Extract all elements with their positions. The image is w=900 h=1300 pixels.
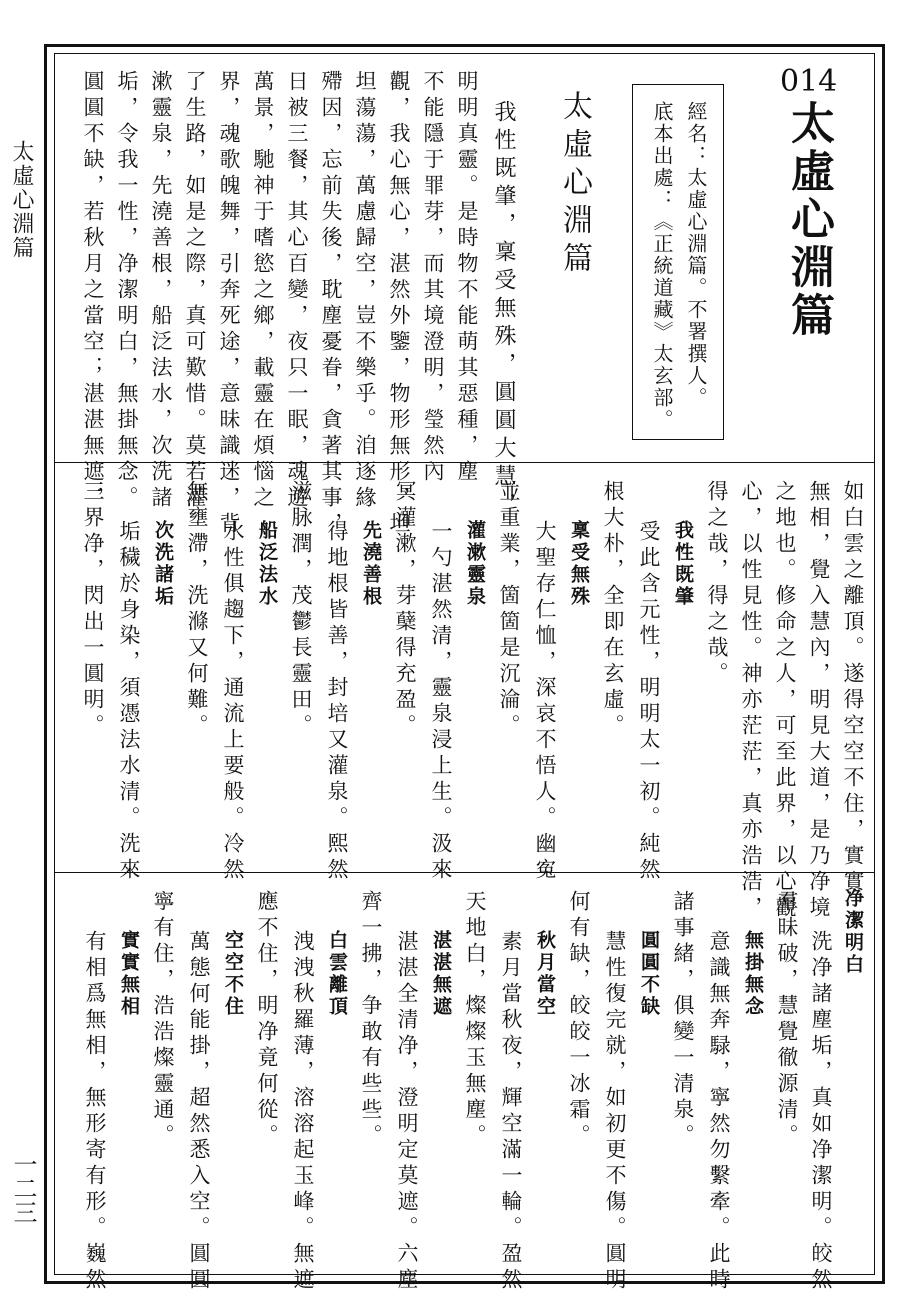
verse-heading: 先澆善根 bbox=[360, 520, 382, 608]
text-column: 漱靈泉，先澆善根，船泛法水，次洗諸 bbox=[149, 70, 173, 512]
text-column: 日被三餐，其心百變，夜只一眠，魂遊 bbox=[285, 70, 309, 512]
text-column: 無壅滯，洗滌又何難。 bbox=[185, 480, 209, 740]
verse-heading: 白雲離頂 bbox=[326, 930, 348, 1018]
text-column: 得地根皆善，封培又灌泉。熙然 bbox=[325, 520, 349, 884]
text-column: 意識無奔騄，寧然勿繫牽。此時 bbox=[707, 930, 731, 1294]
text-column: 明明真靈。是時物不能萌其惡種，塵 bbox=[455, 70, 479, 486]
page-title: 太虛心淵篇 bbox=[783, 100, 834, 340]
verse-heading: 灌漱靈泉 bbox=[464, 520, 486, 608]
text-column: 三界净，閃出一圓明。 bbox=[81, 480, 105, 740]
text-column: 了生路，如是之際，真可歎惜。莫若灌 bbox=[183, 70, 207, 512]
text-column: 滋脉潤，茂鬱長靈田。 bbox=[289, 480, 313, 740]
text-column: 素月當秋夜，輝空滿一輪。盈然 bbox=[499, 930, 523, 1294]
text-column: 水性俱趨下，通流上要般。冷然 bbox=[221, 520, 245, 884]
text-column: 天地白，燦燦玉無塵。 bbox=[463, 890, 487, 1150]
text-column: 觀，我心無心，湛然外鑒，物形無形，坦 bbox=[387, 70, 411, 538]
text-column: 諸事緒，俱變一清泉。 bbox=[671, 890, 695, 1150]
text-number: 014 bbox=[780, 64, 838, 99]
verse-heading: 我性既肇 bbox=[672, 520, 694, 608]
verse-heading: 稟受無殊 bbox=[568, 520, 590, 608]
text-column: 殢因，忘前失後，耽塵憂眷，貪著其事， bbox=[319, 70, 343, 538]
verse-heading: 次洗諸垢 bbox=[152, 520, 174, 608]
text-column: 有相爲無相，無形寄有形。巍然 bbox=[83, 930, 107, 1294]
text-column: 受此含元性，明明太一初。純然 bbox=[637, 520, 661, 884]
source-edition-line: 底本出處：《正統道藏》太玄部。 bbox=[650, 101, 674, 431]
page-number: 一二三 bbox=[9, 1152, 37, 1224]
text-column: 垢，令我一性，净潔明白，無掛無念。 bbox=[115, 70, 139, 512]
source-info-box bbox=[632, 84, 724, 440]
text-column: 羣昧破，慧覺徹源清。 bbox=[775, 890, 799, 1150]
text-column: 坦蕩蕩，萬慮歸空，豈不樂乎。洎逐緣 bbox=[353, 70, 377, 512]
text-column: 慧性復完就，如初更不傷。圓明 bbox=[603, 930, 627, 1294]
verse-heading: 無掛無念 bbox=[742, 930, 764, 1018]
text-column: 一勺湛然清，靈泉浸上生。汲來 bbox=[429, 520, 453, 884]
verse-heading: 船泛法水 bbox=[256, 520, 278, 608]
text-column: 寧有住，浩浩燦靈通。 bbox=[151, 890, 175, 1150]
verse-heading: 湛湛無遮 bbox=[430, 930, 452, 1018]
verse-heading: 實實無相 bbox=[118, 930, 140, 1018]
text-column: 如白雲之離頂。遂得空空不住，實實 bbox=[841, 480, 865, 896]
text-column: 並重業，箇箇是沉淪。 bbox=[497, 480, 521, 740]
text-column: 何有缺，皎皎一冰霜。 bbox=[567, 890, 591, 1150]
text-column: 之地也。修命之人，可至此界，以心觀 bbox=[773, 480, 797, 922]
text-column: 應不住，明净竟何從。 bbox=[255, 890, 279, 1150]
section-subtitle: 太虛心淵篇 bbox=[557, 90, 592, 280]
text-column: 洗净諸塵垢，真如净潔明。皎然 bbox=[809, 930, 833, 1294]
text-column: 心，以性見性。神亦茫茫，真亦浩浩， bbox=[739, 480, 763, 922]
verse-heading: 秋月當空 bbox=[534, 930, 556, 1018]
text-column: 圓圓不缺，若秋月之當空；湛湛無遮， bbox=[81, 70, 105, 512]
text-column: 冥灌漱，芽蘖得充盈。 bbox=[393, 480, 417, 740]
text-column: 萬景，馳神于嗜慾之鄉，載靈在煩惱之 bbox=[251, 70, 275, 512]
verse-heading: 净潔明白 bbox=[842, 888, 864, 976]
text-column: 萬態何能掛，超然悉入空。圓圓 bbox=[187, 930, 211, 1294]
text-column: 齊一拂，争敢有些些。 bbox=[359, 890, 383, 1150]
text-column: 得之哉，得之哉。 bbox=[705, 480, 729, 688]
text-column: 垢穢於身染，須憑法水清。洗來 bbox=[117, 520, 141, 884]
text-column: 不能隱于罪芽，而其境澄明，瑩然內 bbox=[421, 70, 445, 486]
text-column: 我性既肇，稟受無殊，圓圓大慧， bbox=[491, 100, 516, 520]
text-column: 湛湛全清净，澄明定莫遮。六塵 bbox=[395, 930, 419, 1294]
text-column: 無相，覺入慧內，明見大道，是乃净境 bbox=[807, 480, 831, 922]
text-column: 大聖存仁恤，深哀不悟人。幽寃 bbox=[533, 520, 557, 884]
text-column: 根大朴，全即在玄虛。 bbox=[601, 480, 625, 740]
verse-heading: 圓圓不缺 bbox=[638, 930, 660, 1018]
verse-heading: 空空不住 bbox=[222, 930, 244, 1018]
side-running-title: 太虛心淵篇 bbox=[9, 140, 34, 260]
text-column: 界，魂歌魄舞，引奔死途，意昧識迷，背 bbox=[217, 70, 241, 538]
text-column: 洩洩秋羅薄，溶溶起玉峰。無遮 bbox=[291, 930, 315, 1294]
scripture-name-line: 經名：太虛心淵篇。不署撰人。 bbox=[684, 101, 708, 409]
